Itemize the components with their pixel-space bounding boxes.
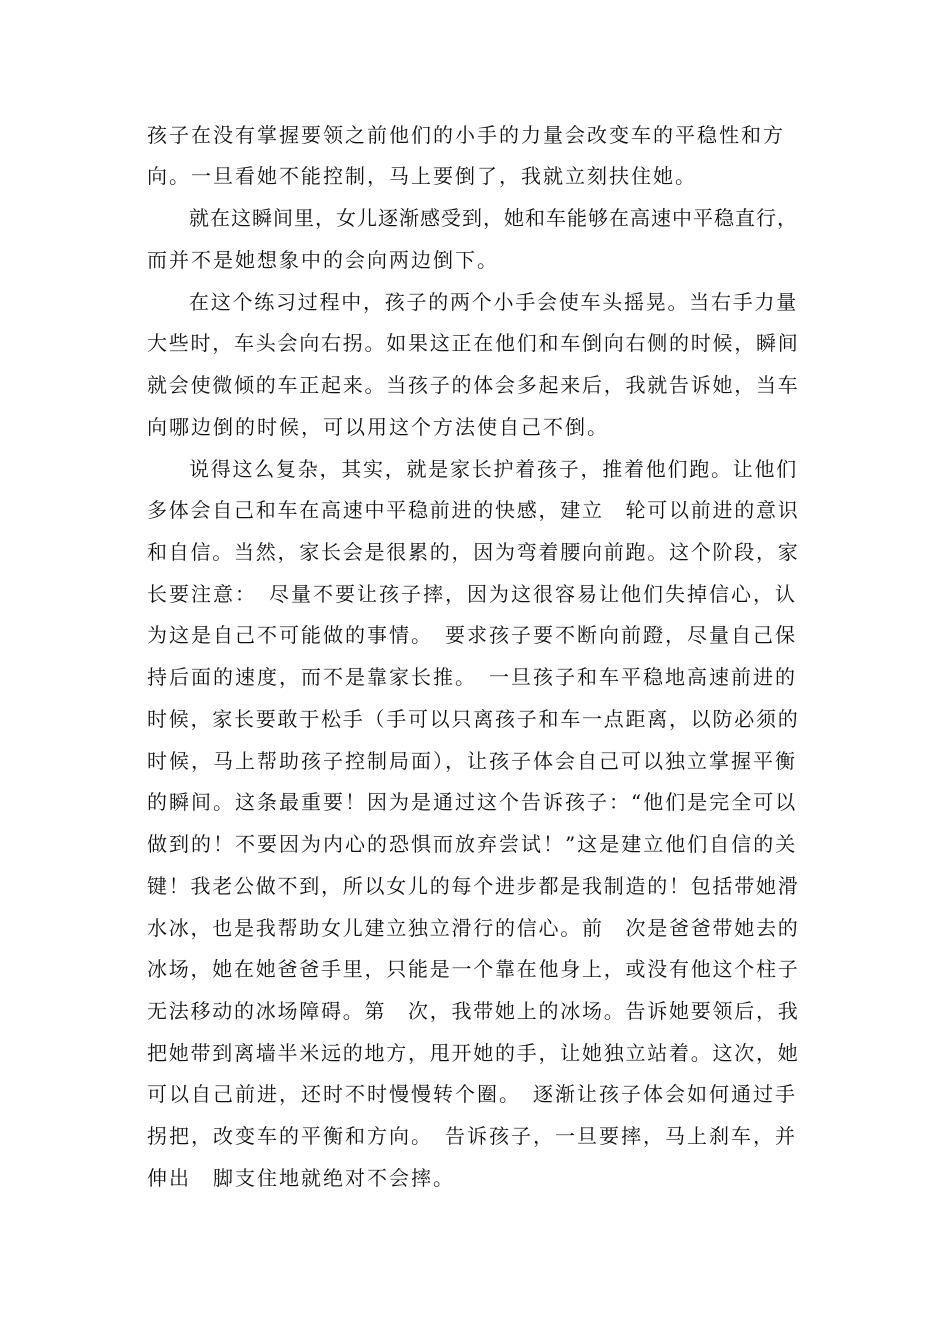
text-line: 可以自己前进，还时不时慢慢转个圈。 逐渐让孩子体会如何通过手 (147, 1082, 797, 1106)
paragraph-start: 就在这瞬间里，女儿逐渐感受到，她和车能够在高速中平稳直行， (189, 206, 798, 230)
text-line: 的瞬间。这条最重要！因为是通过这个告诉孩子：“他们是完全可以 (147, 790, 798, 814)
text-line: 无法移动的冰场障碍。第 次，我带她上的冰场。告诉她要领后，我 (147, 999, 800, 1023)
text-line: 向。一旦看她不能控制，马上要倒了，我就立刻扶住她。 (147, 164, 697, 188)
text-line: 把她带到离墙半米远的地方，甩开她的手，让她独立站着。这次，她 (147, 1041, 800, 1065)
text-line: 长要注意： 尽量不要让孩子摔，因为这很容易让他们失掉信心，认 (147, 582, 797, 606)
text-line: 持后面的速度，而不是靠家长推。 一旦孩子和车平稳地高速前进的 (147, 665, 797, 689)
text-line: 伸出 脚支住地就绝对不会摔。 (147, 1166, 455, 1190)
text-line: 大些时，车头会向右拐。如果这正在他们和车倒向右侧的时候，瞬间 (147, 331, 800, 355)
text-line: 而并不是她想象中的会向两边倒下。 (147, 248, 499, 272)
paragraph-start: 在这个练习过程中，孩子的两个小手会使车头摇晃。当右手力量 (189, 290, 798, 314)
text-line: 向哪边倒的时候，可以用这个方法使自己不倒。 (147, 415, 609, 439)
text-line: 拐把，改变车的平衡和方向。 告诉孩子，一旦要摔，马上刹车，并 (147, 1124, 797, 1148)
text-line: 时候，马上帮助孩子控制局面），让孩子体会自己可以独立掌握平衡 (147, 749, 797, 773)
text-line: 多体会自己和车在高速中平稳前进的快感，建立 轮可以前进的意识 (147, 498, 800, 522)
text-line: 冰场，她在她爸爸手里，只能是一个靠在他身上，或没有他这个柱子 (147, 957, 800, 981)
text-line: 就会使微倾的车正起来。当孩子的体会多起来后，我就告诉她，当车 (147, 373, 800, 397)
text-line: 孩子在没有掌握要领之前他们的小手的力量会改变车的平稳性和方 (147, 123, 785, 147)
text-line: 做到的！不要因为内心的恐惧而放弃尝试！”这是建立他们自信的关 (147, 832, 798, 856)
text-line: 为这是自己不可能做的事情。 要求孩子要不断向前蹬，尽量自己保 (147, 623, 797, 647)
text-line: 水冰，也是我帮助女儿建立独立滑行的信心。前 次是爸爸带她去的 (147, 916, 800, 940)
text-line: 时候，家长要敢于松手（手可以只离孩子和车一点距离，以防必须的 (147, 707, 800, 731)
text-line: 和自信。当然，家长会是很累的，因为弯着腰向前跑。这个阶段，家 (147, 540, 800, 564)
text-line: 键！我老公做不到，所以女儿的每个进步都是我制造的！包括带她滑 (147, 874, 800, 898)
paragraph-start: 说得这么复杂，其实，就是家长护着孩子，推着他们跑。让他们 (189, 457, 798, 481)
